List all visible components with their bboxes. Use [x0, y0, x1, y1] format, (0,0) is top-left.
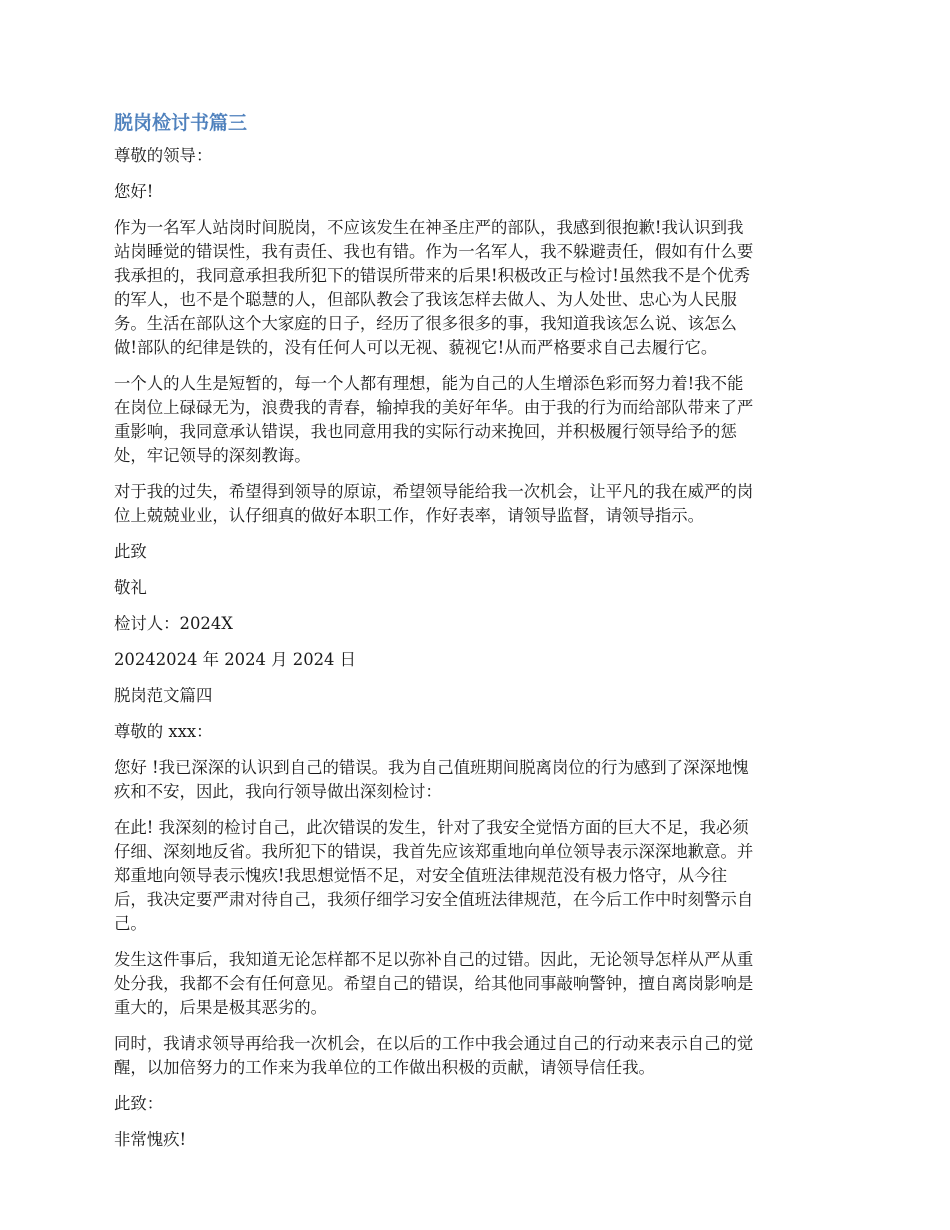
text-line: 仔细、深刻地反省。我所犯下的错误，我首先应该郑重地向单位领导表示深深地歉意。并 [114, 842, 754, 861]
text-line: 一个人的人生是短暂的，每一个人都有理想，能为自己的人生增添色彩而努力着!我不能 [114, 374, 744, 393]
paragraph [114, 576, 842, 600]
text-line: 处分我，我都不会有任何意见。希望自己的错误，给其他同事敲响警钟，擅自离岗影响是 [114, 974, 754, 993]
text-line: 郑重地向领导表示愧疚!我思想觉悟不足，对安全值班法律规范没有极力恪守，从今往 [114, 866, 728, 885]
text-line: 尊敬的 xxx： [114, 722, 213, 741]
text-line: 20242024 年 2024 月 2024 日 [114, 650, 357, 669]
text-line: 重大的，后果是极其恶劣的。 [114, 998, 328, 1017]
text-line: 重影响，我同意承认错误，我也同意用我的实际行动来挽回，并积极履行领导给予的惩 [114, 422, 737, 441]
text-line: 我承担的，我同意承担我所犯下的错误所带来的后果!积极改正与检讨!虽然我不是个优秀 [114, 266, 751, 285]
document-title: 脱岗检讨书篇三 [114, 112, 248, 134]
paragraph [114, 756, 842, 804]
paragraph [114, 612, 842, 636]
text-line: 务。生活在部队这个大家庭的日子，经历了很多很多的事，我知道我该怎么说、该怎么 [114, 314, 737, 333]
paragraph [114, 648, 842, 672]
paragraph [114, 480, 842, 528]
paragraph [114, 180, 842, 204]
text-line: 己。 [114, 914, 147, 933]
text-line: 处，牢记领导的深刻教诲。 [114, 446, 311, 465]
paragraph [114, 816, 842, 936]
paragraph [114, 720, 842, 744]
text-line: 同时，我请求领导再给我一次机会，在以后的工作中我会通过自己的行动来表示自己的觉 [114, 1034, 754, 1053]
text-line: 作为一名军人站岗时间脱岗，不应该发生在神圣庄严的部队，我感到很抱歉!我认识到我 [114, 218, 744, 237]
text-line: 对于我的过失，希望得到领导的原谅，希望领导能给我一次机会，让平凡的我在威严的岗 [114, 482, 754, 501]
text-line: 发生这件事后，我知道无论怎样都不足以弥补自己的过错。因此，无论领导怎样从严从重 [114, 950, 754, 969]
text-line: 在此! 我深刻的检讨自己，此次错误的发生，针对了我安全觉悟方面的巨大不足，我必须 [114, 818, 749, 837]
paragraph [114, 1092, 842, 1116]
text-line: 敬礼 [114, 578, 147, 597]
paragraph [114, 1128, 842, 1152]
text-line: 醒，以加倍努力的工作来为我单位的工作做出积极的贡献，请领导信任我。 [114, 1058, 655, 1077]
paragraph [114, 144, 842, 168]
text-line: 的军人，也不是个聪慧的人，但部队教会了我该怎样去做人、为人处世、忠心为人民服 [114, 290, 737, 309]
text-line: 位上兢兢业业，认仔细真的做好本职工作，作好表率，请领导监督，请领导指示。 [114, 506, 705, 525]
text-line: 非常愧疚! [114, 1130, 187, 1149]
document-page [114, 108, 842, 1164]
document-body [114, 144, 842, 1152]
text-line: 站岗睡觉的错误性，我有责任、我也有错。作为一名军人，我不躲避责任，假如有什么要 [114, 242, 754, 261]
text-line: 后，我决定要严肃对待自己，我须仔细学习安全值班法律规范，在今后工作中时刻警示自 [114, 890, 754, 909]
paragraph [114, 216, 842, 360]
text-line: 此致 [114, 542, 147, 561]
text-line: 检讨人：2024X [114, 614, 233, 633]
paragraph [114, 372, 842, 468]
text-line: 疚和不安，因此，我向行领导做出深刻检讨： [114, 782, 442, 801]
text-line: 脱岗范文篇四 [114, 686, 213, 705]
paragraph [114, 684, 842, 708]
text-line: 做!部队的纪律是铁的，没有任何人可以无视、藐视它!从而严格要求自己去履行它。 [114, 338, 718, 357]
text-line: 您好 !我已深深的认识到自己的错误。我为自己值班期间脱离岗位的行为感到了深深地愧 [114, 758, 749, 777]
text-line: 您好! [114, 182, 154, 201]
text-line: 尊敬的领导： [114, 146, 213, 165]
paragraph [114, 948, 842, 1020]
text-line: 在岗位上碌碌无为，浪费我的青春，输掉我的美好年华。由于我的行为而给部队带来了严 [114, 398, 754, 417]
paragraph [114, 540, 842, 564]
text-line: 此致： [114, 1094, 164, 1113]
paragraph [114, 1032, 842, 1080]
